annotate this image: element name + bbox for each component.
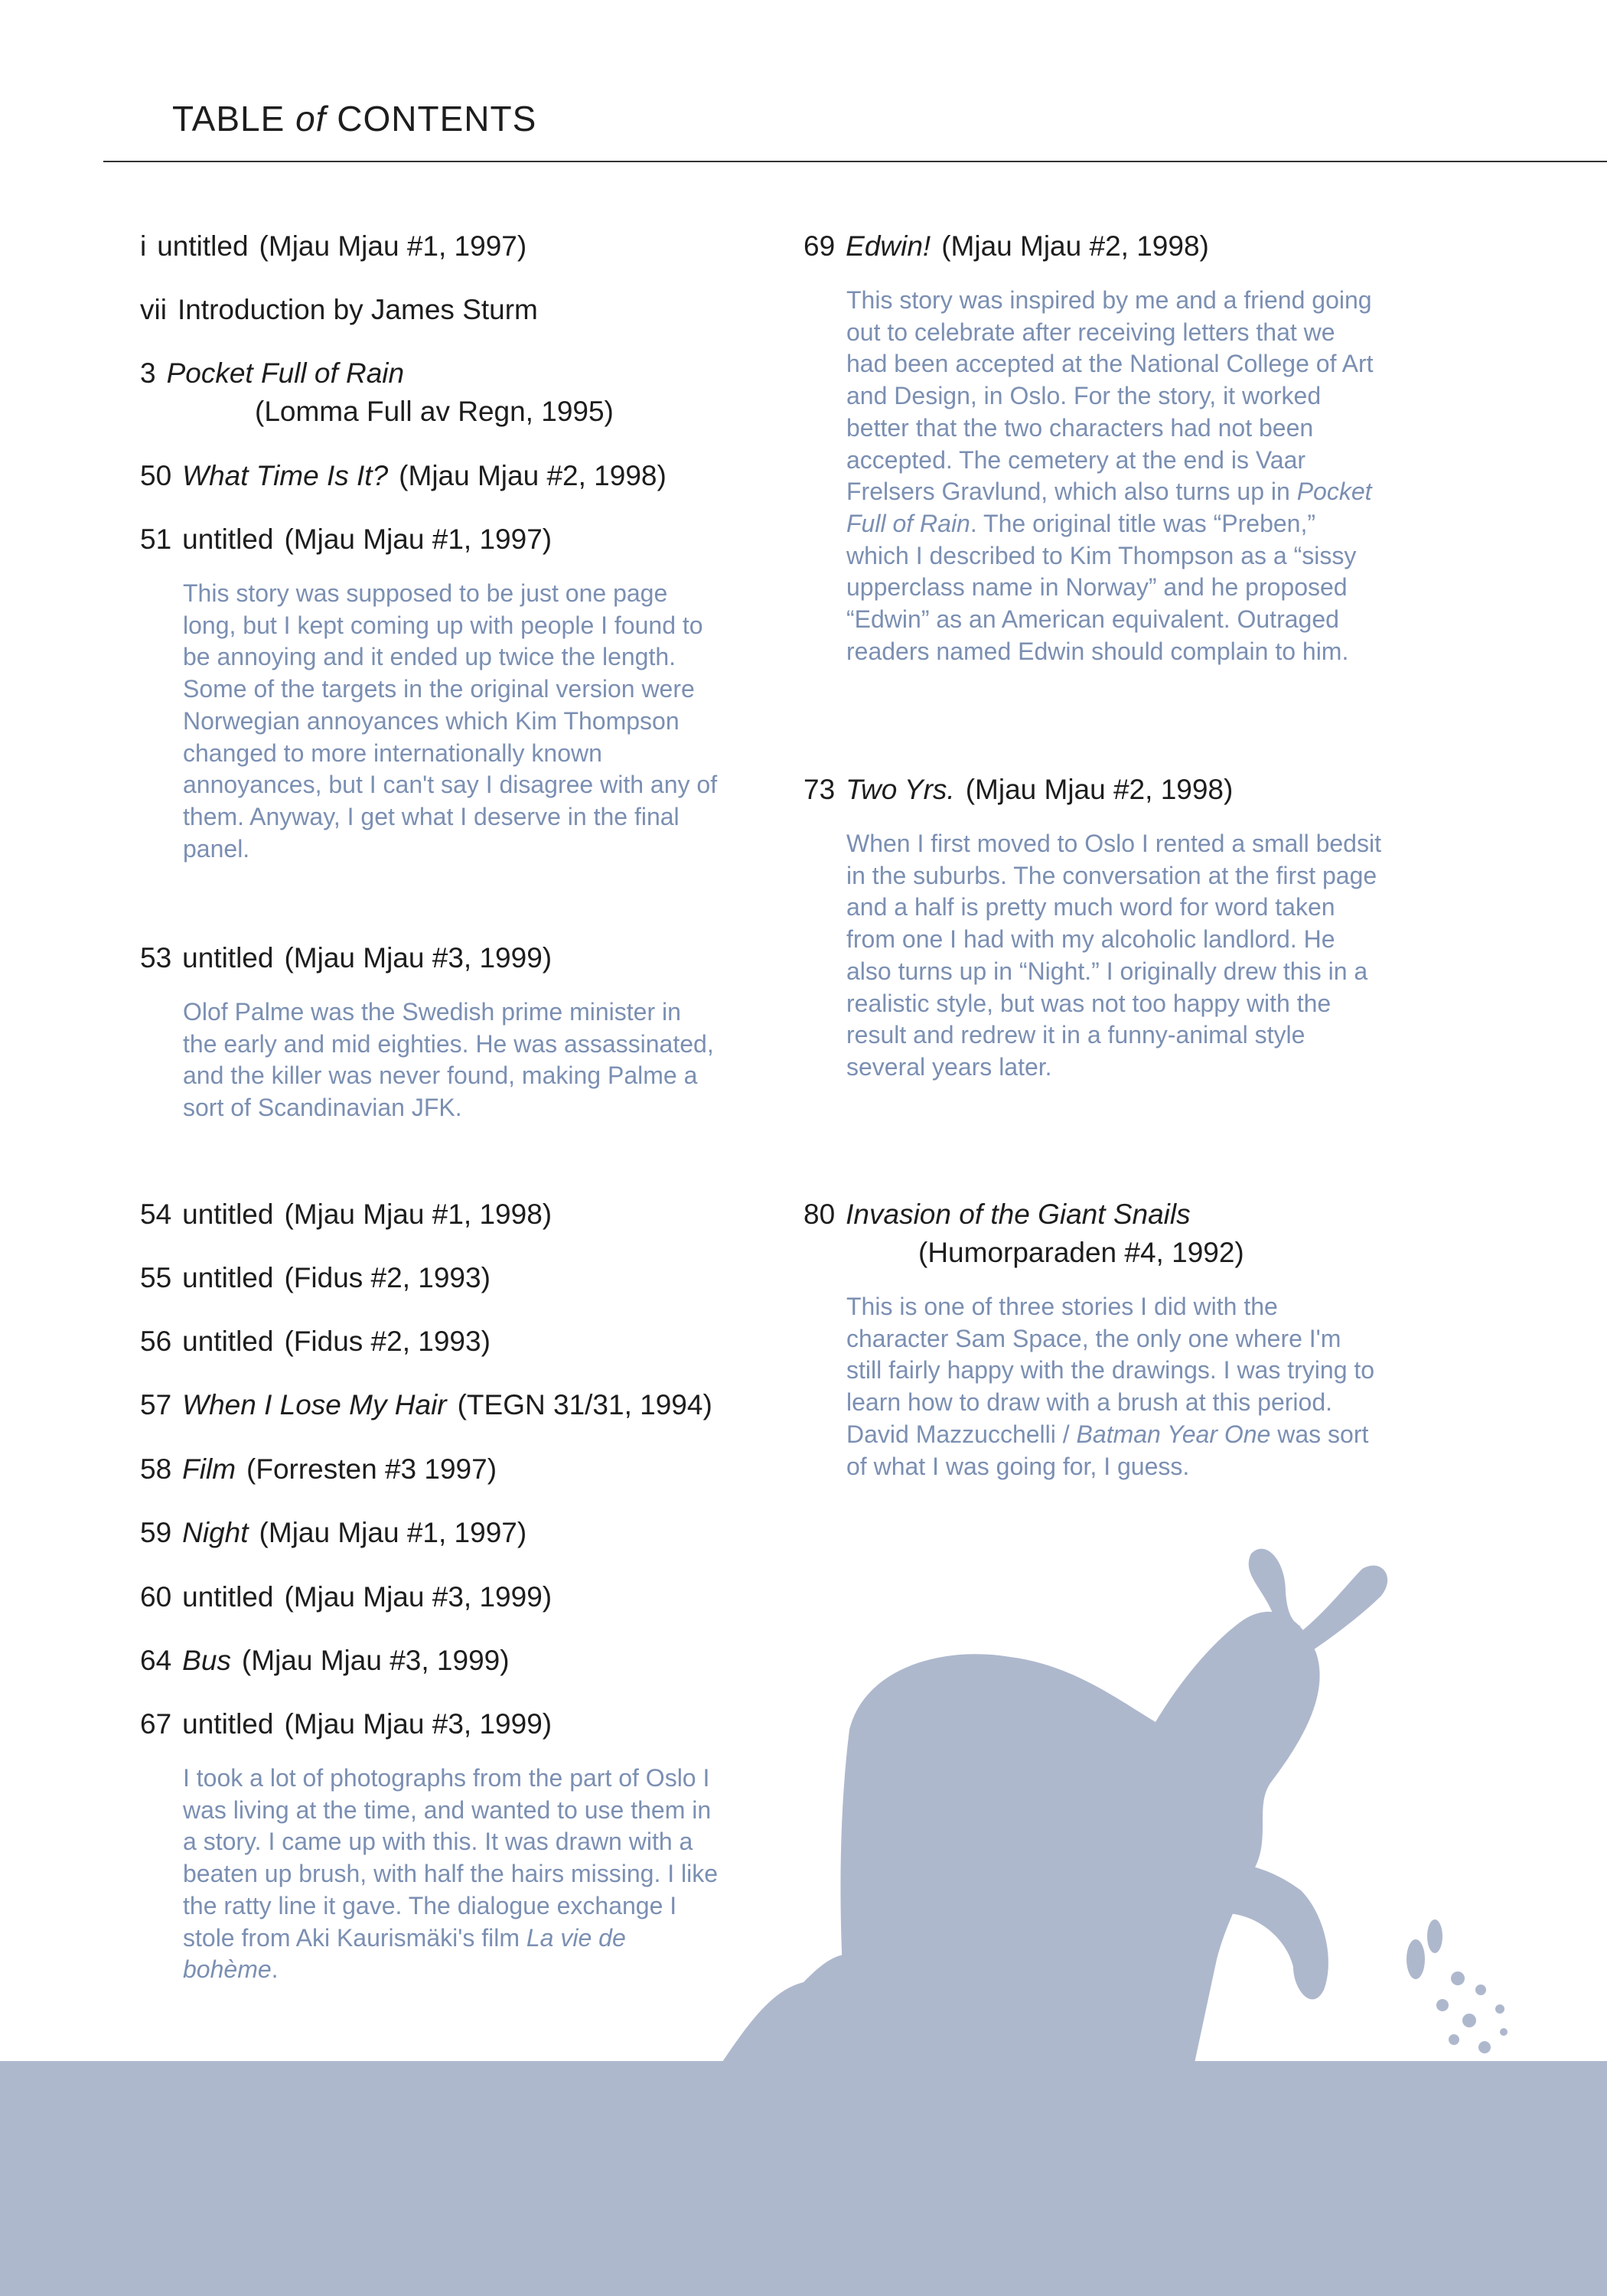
toc-entry xyxy=(140,293,549,327)
story-source: (Forresten #3 1997) xyxy=(246,1453,497,1485)
page-number: 67 xyxy=(140,1708,172,1740)
toc-entry xyxy=(140,459,667,493)
page-number: 53 xyxy=(140,942,172,974)
story-source: (Mjau Mjau #2, 1998) xyxy=(399,460,667,491)
toc-entry xyxy=(140,357,614,429)
story-title: Film xyxy=(182,1453,236,1485)
toc-entry xyxy=(804,1198,1382,1482)
story-source: (Mjau Mjau #3, 1999) xyxy=(284,1581,553,1613)
toc-entry-line xyxy=(804,230,1382,263)
page-number: 69 xyxy=(804,230,836,262)
toc-entry xyxy=(140,1198,552,1231)
toc-entry xyxy=(140,230,526,263)
page-number: 60 xyxy=(140,1581,172,1613)
toc-entry-line xyxy=(140,523,719,556)
story-source: (Mjau Mjau #3, 1999) xyxy=(284,1708,553,1740)
page-number: vii xyxy=(140,294,167,325)
toc-entry-line xyxy=(140,1388,712,1422)
page-number: 59 xyxy=(140,1517,172,1548)
story-title: What Time Is It? xyxy=(182,460,389,491)
story-source: (Mjau Mjau #1, 1997) xyxy=(259,1517,527,1548)
note-text-tail: . xyxy=(271,1955,279,1984)
toc-entry xyxy=(140,1325,491,1358)
story-source: (Mjau Mjau #2, 1998) xyxy=(965,774,1234,805)
note-text-tail: was sort of what I was going for, I guess. xyxy=(846,1420,1369,1480)
page-title xyxy=(172,98,536,139)
story-title: Edwin! xyxy=(846,230,931,262)
title-of: of xyxy=(295,99,327,139)
story-title: Night xyxy=(182,1517,249,1548)
toc-entry-line xyxy=(140,1580,552,1614)
title-post: CONTENTS xyxy=(326,99,537,139)
story-title: untitled xyxy=(182,523,274,555)
story-title: When I Lose My Hair xyxy=(182,1389,447,1420)
note-italic-title: Batman Year One xyxy=(1076,1420,1271,1448)
story-note xyxy=(183,578,719,865)
note-text: When I first moved to Oslo I rented a small bedsit in the suburbs. The conversation at the first page and a half is pretty much word for word taken from one I had with my alcoholic landlord. He also turns up in “Night.” I originally drew this in a realistic style, but was not too happy with the result and redrew it in a funny-animal style several years later. xyxy=(846,830,1381,1081)
page-number: 57 xyxy=(140,1389,172,1420)
toc-entry-line xyxy=(140,1198,552,1231)
note-text: This story was inspired by me and a friend going out to celebrate after receiving letters that we had been accepted at the National College of Art and Design, in Oslo. For the story, it worked better that the two characters had not been accepted. The cemetery at the end is Vaar Frelsers Gravlund, which also turns up in xyxy=(846,286,1374,506)
toc-entry xyxy=(140,1388,712,1422)
header-rule xyxy=(103,161,1607,162)
story-source: (Mjau Mjau #1, 1997) xyxy=(284,523,553,555)
toc-entry-line xyxy=(140,1707,719,1741)
toc-entry-line xyxy=(140,357,614,429)
note-text: I took a lot of photographs from the part of Oslo I was living at the time, and wanted to use them in a story. I came up with this. It was drawn with a beaten up brush, with half the hairs missing. I like the ratty line it gave. The dialogue exchange I stole from Aki Kaurismäki's film xyxy=(183,1764,719,1952)
note-text: This is one of three stories I did with the character Sam Space, the only one where I'm still fairly happy with the drawings. I was trying to learn how to draw with a brush at this period. David Mazzucchelli / xyxy=(846,1293,1375,1448)
page-number: 51 xyxy=(140,523,172,555)
story-note xyxy=(846,1291,1382,1482)
toc-entry-line xyxy=(140,293,549,327)
story-title: untitled xyxy=(182,1708,274,1740)
toc-entry-line xyxy=(140,1644,510,1678)
story-source: (Mjau Mjau #2, 1998) xyxy=(941,230,1209,262)
page-number: 80 xyxy=(804,1199,836,1230)
ground-band xyxy=(0,2061,1607,2296)
story-title: untitled xyxy=(182,1199,274,1230)
story-source: (Fidus #2, 1993) xyxy=(284,1326,491,1357)
toc-entry-line xyxy=(804,1198,1382,1270)
toc-entry xyxy=(804,230,1382,667)
note-italic-title: Pocket Full of Rain xyxy=(846,478,1372,537)
toc-entry-line xyxy=(140,1261,491,1295)
toc-entry xyxy=(140,1707,719,1986)
page-number: 3 xyxy=(140,357,156,389)
story-title: Invasion of the Giant Snails xyxy=(846,1199,1191,1230)
story-title: Pocket Full of Rain xyxy=(166,357,405,389)
story-title: untitled xyxy=(182,1262,274,1293)
story-note xyxy=(183,1763,719,1986)
toc-entry-line xyxy=(140,459,667,493)
note-text: Olof Palme was the Swedish prime minister in the early and mid eighties. He was assassinated, and the killer was never found, making Palme a sort of Scandinavian JFK. xyxy=(183,998,714,1122)
story-title: Two Yrs. xyxy=(846,774,955,805)
toc-entry-line xyxy=(804,773,1382,807)
story-source: (Fidus #2, 1993) xyxy=(284,1262,491,1293)
story-source: (Mjau Mjau #3, 1999) xyxy=(284,942,553,974)
story-source: (Lomma Full av Regn, 1995) xyxy=(255,396,614,427)
page-number: 56 xyxy=(140,1326,172,1357)
toc-entry xyxy=(140,1453,497,1486)
note-text: This story was supposed to be just one page long, but I kept coming up with people I found to be annoying and it ended up twice the length. Some of the targets in the original version were Norwegian annoyances which Kim Thompson changed to more internationally known annoyances, but I can't say I disagree with any of them. Anyway, I get what I deserve in the final panel. xyxy=(183,579,718,863)
story-note xyxy=(846,828,1382,1084)
title-pre: TABLE xyxy=(172,99,296,139)
toc-entry-line xyxy=(140,1325,491,1358)
toc-entry xyxy=(140,1516,526,1550)
story-title: untitled xyxy=(182,1581,274,1613)
story-title: untitled xyxy=(157,230,249,262)
story-source: (Mjau Mjau #1, 1997) xyxy=(259,230,527,262)
snail-creature-illustration xyxy=(689,1531,1607,2082)
page-number: 73 xyxy=(804,774,836,805)
toc-entry xyxy=(140,1261,491,1295)
toc-entry-line xyxy=(140,1453,497,1486)
toc-entry-line xyxy=(140,1516,526,1550)
toc-entry-line xyxy=(140,230,526,263)
page-number: 58 xyxy=(140,1453,172,1485)
page-number: 54 xyxy=(140,1199,172,1230)
story-source: (Mjau Mjau #1, 1998) xyxy=(284,1199,553,1230)
toc-entry xyxy=(140,1644,510,1678)
note-italic-title: La vie de bohème xyxy=(183,1923,626,1984)
toc-entry xyxy=(804,773,1382,1084)
page-number: 50 xyxy=(140,460,172,491)
toc-entry xyxy=(140,523,719,865)
story-title: Bus xyxy=(182,1645,231,1676)
toc-entry xyxy=(140,941,719,1124)
story-source: (Humorparaden #4, 1992) xyxy=(918,1237,1244,1268)
story-note xyxy=(183,996,719,1124)
story-title: Introduction by James Sturm xyxy=(177,294,538,325)
toc-entry-line xyxy=(140,941,719,975)
story-note xyxy=(846,285,1382,667)
page-number: 64 xyxy=(140,1645,172,1676)
story-source: (Mjau Mjau #3, 1999) xyxy=(241,1645,510,1676)
note-text-tail: . The original title was “Preben,” which I described to Kim Thompson as a “sissy upperclass name in Norway” and he proposed “Edwin” as an American equivalent. Outraged readers named Edwin should complain to him. xyxy=(846,509,1357,665)
story-title: untitled xyxy=(182,1326,274,1357)
page-number: 55 xyxy=(140,1262,172,1293)
page-number: i xyxy=(140,230,147,262)
story-source: (TEGN 31/31, 1994) xyxy=(457,1389,712,1420)
story-title: untitled xyxy=(182,942,274,974)
toc-entry xyxy=(140,1580,552,1614)
